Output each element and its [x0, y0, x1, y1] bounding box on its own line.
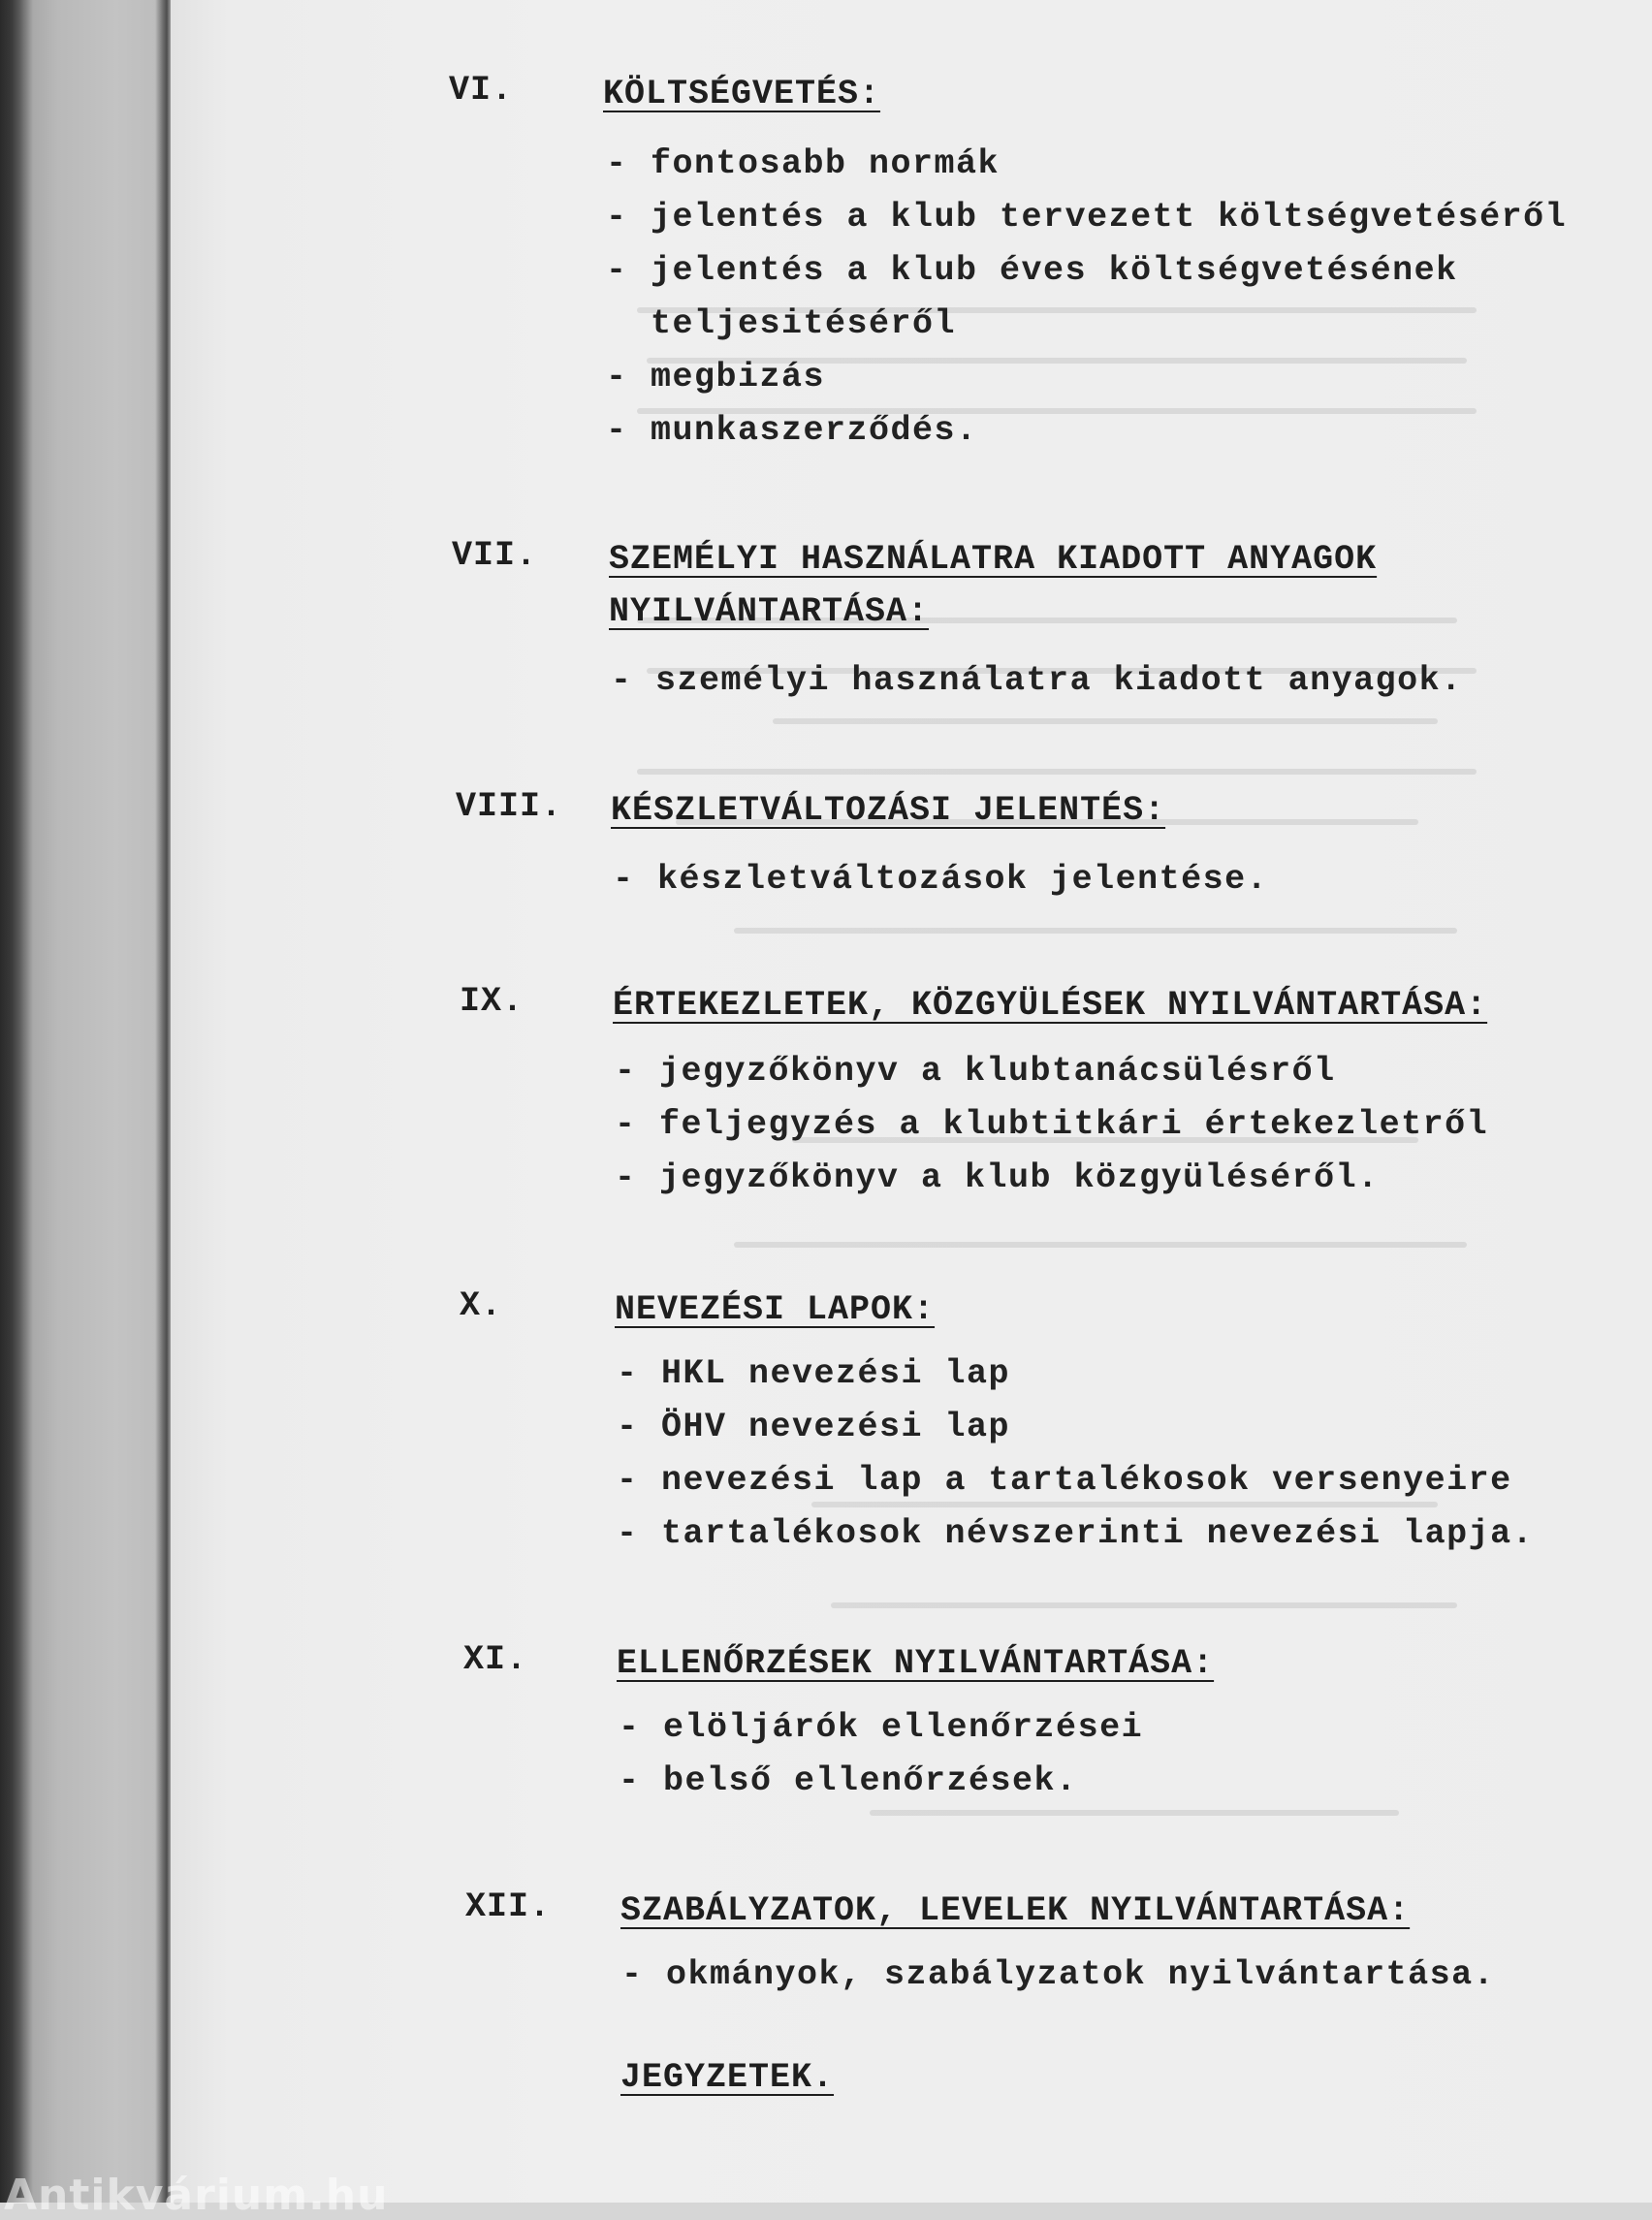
- section-numeral: VII.: [452, 536, 538, 575]
- section-numeral: IX.: [460, 982, 524, 1021]
- section-heading: ELLENŐRZÉSEK NYILVÁNTARTÁSA:: [617, 1644, 1215, 1683]
- section-item-list: [617, 1348, 1534, 1561]
- list-item: - nevezési lap a tartalékosok versenyeire: [617, 1461, 1512, 1500]
- section-item-list: [611, 654, 1463, 708]
- list-item: - elöljárók ellenőrzései: [619, 1708, 1144, 1747]
- notes-heading: JEGYZETEK.: [620, 2058, 835, 2097]
- list-item: - személyi használatra kiadott anyagok.: [611, 661, 1463, 700]
- list-item: - tartalékosok névszerinti nevezési lapja.: [617, 1514, 1535, 1553]
- section-numeral: VIII.: [456, 787, 563, 826]
- book-binding-edge: [0, 0, 171, 2203]
- list-item: - fontosabb normák: [606, 144, 1001, 183]
- section-heading: SZEMÉLYI HASZNÁLATRA KIADOTT ANYAGOK: [609, 540, 1378, 579]
- list-item: - HKL nevezési lap: [617, 1354, 1011, 1393]
- section-numeral: XI.: [463, 1640, 528, 1679]
- section-numeral: X.: [460, 1286, 503, 1325]
- section-heading: KÖLTSÉGVETÉS:: [603, 75, 881, 113]
- list-item: - jegyzőkönyv a klubtanácsülésről: [615, 1052, 1336, 1091]
- watermark: Antikvárium.hu: [4, 2171, 389, 2220]
- list-item: - belső ellenőrzések.: [619, 1761, 1078, 1800]
- section-item-list: [621, 1949, 1495, 2002]
- list-item: - feljegyzés a klubtitkári értekezletről: [615, 1105, 1489, 1144]
- list-item: - munkaszerződés.: [606, 411, 978, 450]
- section-heading: SZABÁLYZATOK, LEVELEK NYILVÁNTARTÁSA:: [620, 1891, 1411, 1930]
- section-heading-line-2: NYILVÁNTARTÁSA:: [609, 592, 930, 631]
- section-item-list: [606, 138, 1567, 458]
- section-numeral: XII.: [465, 1887, 552, 1926]
- section-numeral: VI.: [449, 71, 514, 110]
- list-item: - megbizás: [606, 358, 826, 396]
- section-item-list: [619, 1701, 1143, 1808]
- list-item: - készletváltozások jelentése.: [613, 860, 1269, 899]
- section-heading: NEVEZÉSI LAPOK:: [615, 1290, 936, 1329]
- section-heading: ÉRTEKEZLETEK, KÖZGYÜLÉSEK NYILVÁNTARTÁSA:: [613, 986, 1488, 1025]
- section-item-list: [613, 853, 1268, 906]
- list-item: - jelentés a klub éves költségvetésének: [606, 251, 1458, 290]
- list-item: - okmányok, szabályzatok nyilvántartása.: [621, 1955, 1496, 1994]
- list-item: - jegyzőkönyv a klub közgyüléséről.: [615, 1158, 1380, 1197]
- list-item: - ÖHV nevezési lap: [617, 1408, 1011, 1446]
- section-item-list: [615, 1045, 1488, 1205]
- list-item: - jelentés a klub tervezett költségvetéséről: [606, 198, 1568, 237]
- list-item-continuation: teljesitéséről: [651, 304, 957, 343]
- section-heading: KÉSZLETVÁLTOZÁSI JELENTÉS:: [611, 791, 1166, 830]
